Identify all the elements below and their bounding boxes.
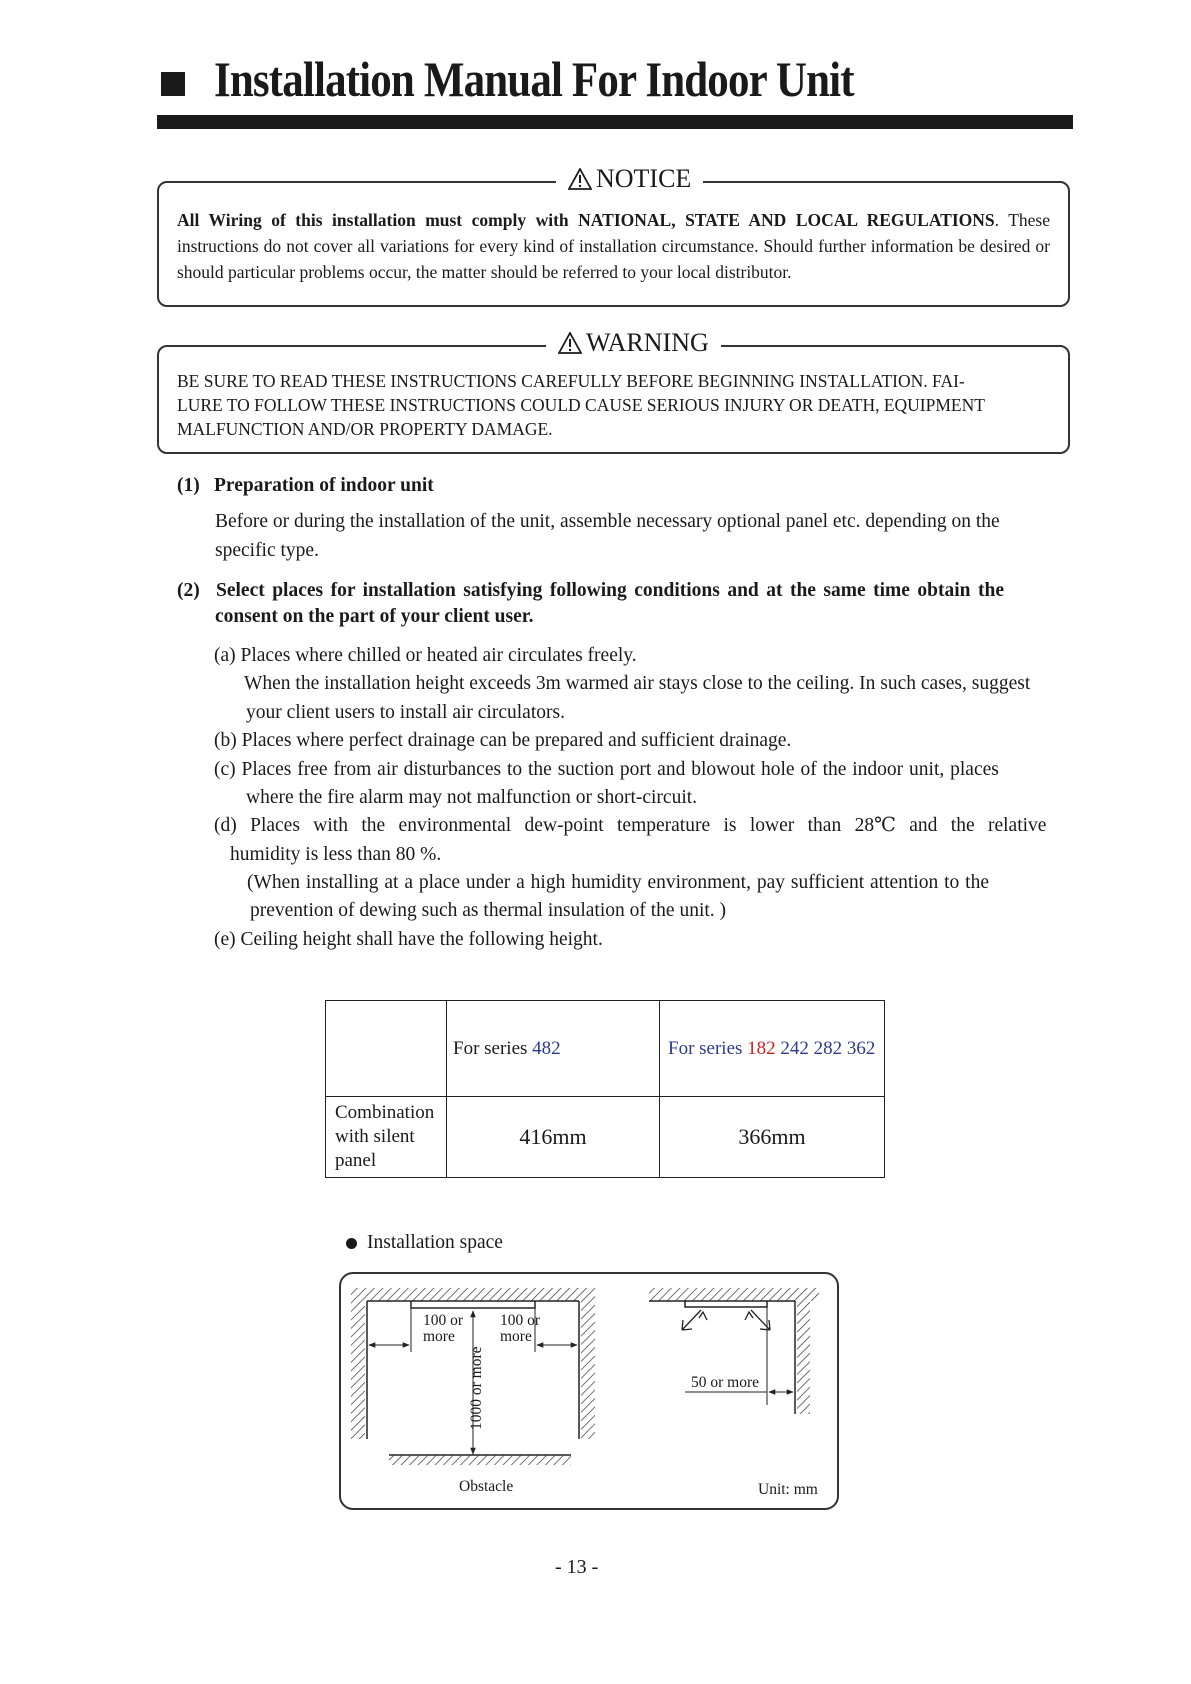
table-row <box>326 1097 885 1178</box>
page-title: Installation Manual For Indoor Unit <box>214 51 854 107</box>
col2-series-rest: 242 282 362 <box>780 1037 876 1059</box>
col2-prefix: For series <box>668 1037 748 1059</box>
unit-label: Unit: mm <box>758 1481 818 1498</box>
warning-text <box>177 369 1050 441</box>
col1-series: 482 <box>532 1037 561 1059</box>
title-rule <box>157 115 1073 129</box>
ceiling-height-table <box>325 1000 885 1178</box>
notice-heading-label: NOTICE <box>596 164 692 193</box>
section2-title-line2: consent on the part of your client user. <box>215 606 534 627</box>
warning-line: LURE TO FOLLOW THESE INSTRUCTIONS COULD CAUSE SERIOUS INJURY OR DEATH, EQUIPMENT <box>177 395 985 415</box>
ceiling-hatch-right <box>649 1288 819 1301</box>
warning-heading <box>546 328 721 358</box>
side-clearance-label: 50 or more <box>691 1374 760 1391</box>
right-clearance-label <box>500 1313 550 1345</box>
page-number: - 13 - <box>555 1556 599 1578</box>
table-cell-value: 366mm <box>660 1097 885 1178</box>
table-header-row <box>326 1001 885 1097</box>
item-d-line1: (d) Places with the environmental dew-point temperature is lower than 28℃ and the relative <box>214 815 1047 836</box>
airflow-arrow-icon <box>745 1310 770 1330</box>
left-clearance-label <box>423 1313 473 1345</box>
item-b-line1: (b) Places where perfect drainage can be prepared and sufficient drainage. <box>214 730 792 751</box>
ceiling-hatch <box>351 1288 595 1301</box>
warning-line: BE SURE TO READ THESE INSTRUCTIONS CAREFULLY BEFORE BEGINNING INSTALLATION. FAI- <box>177 371 965 391</box>
table-header-cell <box>660 1001 885 1097</box>
section2-number: (2) <box>177 580 200 601</box>
notice-body: . These instructions do not cover all variations for every kind of installation circumstance. Should further information be desired or should particular problems occur, the matter should be referred to your local distributor. <box>177 210 1051 282</box>
warning-heading-label: WARNING <box>586 328 709 357</box>
item-a-line2: When the installation height exceeds 3m warmed air stays close to the ceiling. In such cases, suggest <box>244 673 1031 694</box>
section1-title: Preparation of indoor unit <box>214 475 434 496</box>
notice-regulations: NATIONAL, STATE AND LOCAL REGULATIONS <box>578 210 995 230</box>
warning-triangle-icon <box>568 168 592 190</box>
right-clearance-text: 100 or more <box>500 1312 541 1345</box>
notice-heading <box>556 164 703 194</box>
item-a-line3: your client users to install air circulators. <box>246 702 565 723</box>
obstacle-hatch <box>389 1455 571 1465</box>
item-d-line2: humidity is less than 80 %. <box>230 844 442 865</box>
section1-number: (1) <box>177 475 200 496</box>
indoor-unit-outline <box>411 1301 535 1308</box>
col1-prefix: For series <box>453 1037 533 1059</box>
indoor-unit-outline-right <box>685 1301 767 1307</box>
item-c-line1: (c) Places free from air disturbances to the suction port and blowout hole of the indoor unit, places <box>214 759 999 780</box>
table-corner-cell <box>326 1001 447 1097</box>
side-wall-hatch <box>797 1301 810 1414</box>
item-d-line3: (When installing at a place under a high humidity environment, pay sufficient attention to the <box>247 872 989 893</box>
obstacle-label: Obstacle <box>459 1478 514 1495</box>
left-wall-hatch <box>351 1301 365 1439</box>
warning-box <box>157 328 1070 454</box>
vertical-clearance-label: 1000 or more <box>468 1346 485 1430</box>
item-e-line1: (e) Ceiling height shall have the following height. <box>214 929 603 950</box>
table-cell-value: 416mm <box>447 1097 660 1178</box>
notice-lead: All Wiring of this installation must comply with <box>177 210 579 230</box>
item-a-line1: (a) Places where chilled or heated air circulates freely. <box>214 645 637 666</box>
warning-triangle-icon <box>558 332 582 354</box>
installation-space-diagram <box>339 1272 839 1510</box>
title-square-icon <box>161 72 185 96</box>
notice-text <box>177 207 1050 285</box>
notice-box <box>157 164 1070 307</box>
installation-space-heading: Installation space <box>367 1232 503 1253</box>
right-wall-hatch <box>581 1301 595 1439</box>
table-row-label: Combination with silent panel <box>326 1097 447 1178</box>
item-d-line4: prevention of dewing such as thermal insulation of the unit. ) <box>250 900 727 921</box>
section1-line1: Before or during the installation of the unit, assemble necessary optional panel etc. depending on the <box>215 511 1000 532</box>
col2-series-red: 182 <box>747 1037 776 1059</box>
section1-line2: specific type. <box>215 540 319 561</box>
section2-title-line1: Select places for installation satisfying following conditions and at the same time obtain the <box>216 580 1004 601</box>
item-c-line2: where the fire alarm may not malfunction or short-circuit. <box>246 787 698 808</box>
warning-line: MALFUNCTION AND/OR PROPERTY DAMAGE. <box>177 419 553 439</box>
left-clearance-text: 100 or more <box>423 1312 464 1345</box>
table-header-cell <box>447 1001 660 1097</box>
airflow-arrow-icon <box>682 1310 707 1330</box>
bullet-icon <box>346 1238 357 1249</box>
